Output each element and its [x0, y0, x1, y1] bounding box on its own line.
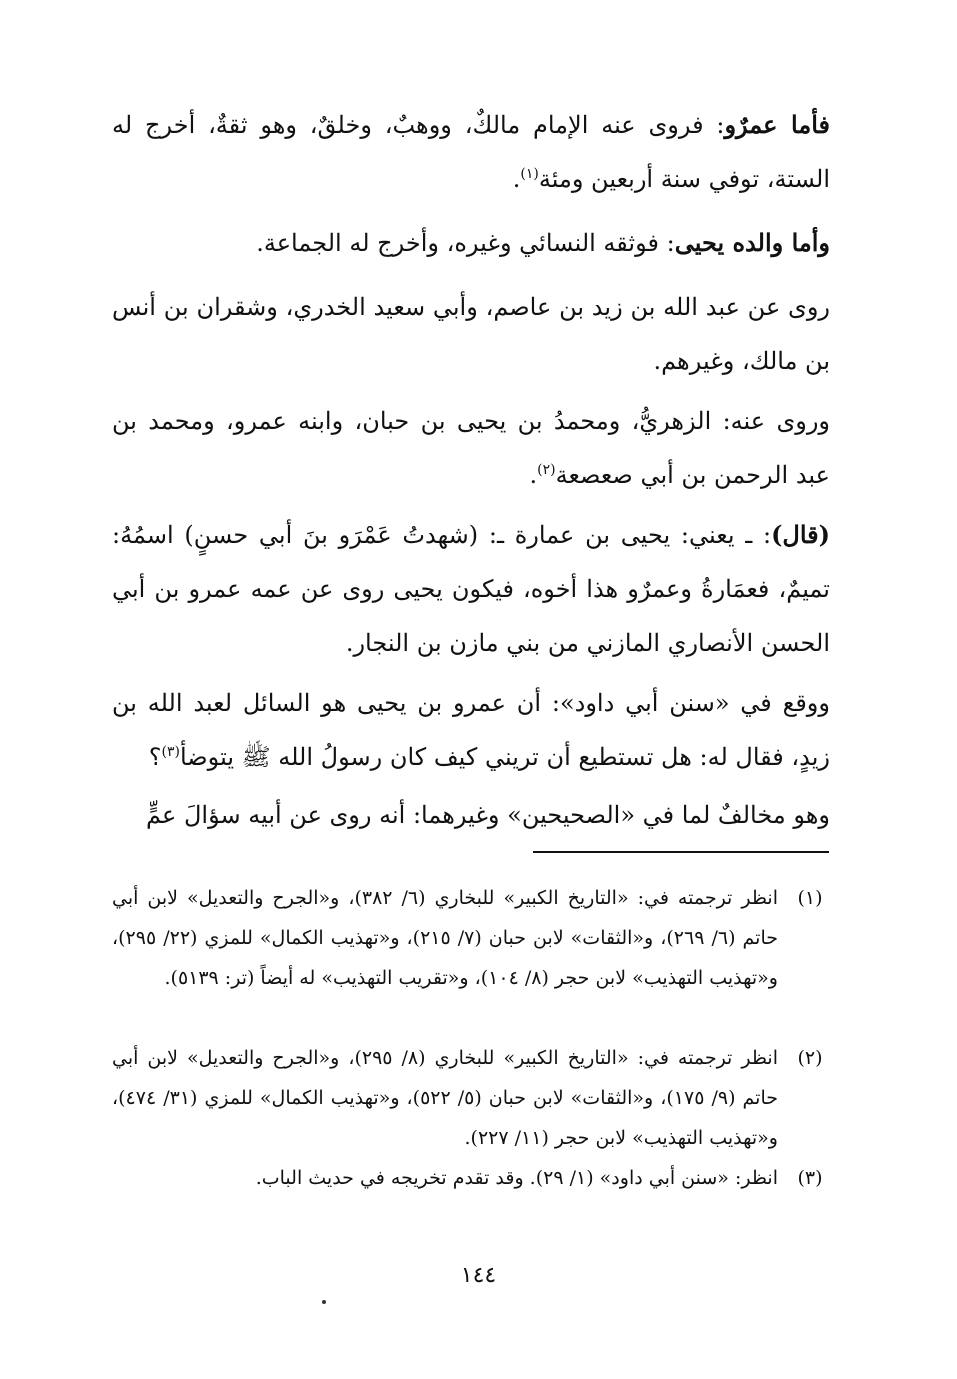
page-number: ١٤٤ [460, 1263, 497, 1288]
paragraph-narrated-from [112, 280, 830, 388]
footnote-ref-1[interactable]: (١) [520, 166, 539, 182]
paragraph-lead: (قال) [771, 520, 830, 549]
paragraph-tail: ؟ [148, 743, 162, 771]
footnote-text: انظر ترجمته في: «التاريخ الكبير» للبخاري (٦/ ٣٨٢)، و«الجرح والتعديل» لابن أبي حاتم (٦/ ٢٦٩)، و«الثقات» لابن حبان (٧/ ٢١٥)، و«تهذيب الكمال» للمزي (٢٢/ ٢٩٥)، و«تهذيب التهذيب» لابن حجر (٨/ ١٠٤)، و«تقريب التهذيب» له أيضاً (تر: ٥١٣٩). [112, 887, 778, 989]
paragraph-narrated-by [112, 394, 830, 502]
paragraph-text: ووقع في «سنن أبي داود»: أن عمرو بن يحيى هو السائل لعبد الله بن زيدٍ، فقال له: هل تستطيع أن تريني كيف كان رسولُ الله ﷺ يتوضأ [112, 689, 830, 771]
footnote-divider [533, 851, 829, 853]
paragraph-qala [112, 508, 830, 670]
footnote-number: (٢) [797, 1047, 823, 1069]
paragraph-abu-dawud [112, 676, 830, 784]
footnote-1 [112, 878, 830, 998]
footnote-ref-2[interactable]: (٢) [537, 462, 556, 478]
footnote-number: (٣) [797, 1167, 823, 1189]
paragraph-text: وهو مخالفٌ لما في «الصحيحين» وغيرهما: أنه روى عن أبيه سؤالَ عمٍّ [146, 801, 830, 829]
paragraph-text: وروى عنه: الزهريُّ، ومحمدُ بن يحيى بن حبان، وابنه عمرو، ومحمد بن عبد الرحمن بن أبي صعصعة [112, 407, 830, 489]
paragraph-tail: . [529, 461, 538, 489]
footnote-text: انظر: «سنن أبي داود» (١/ ٢٩). وقد تقدم تخريجه في حديث الباب. [255, 1167, 778, 1189]
scan-speck [322, 1300, 326, 1304]
footnote-2 [112, 1038, 830, 1158]
footnote-3 [112, 1158, 830, 1198]
paragraph-text: : ـ يعني: يحيى بن عمارة ـ: (شهدتُ عَمْرَو بنَ أبي حسنٍ) اسمُهُ: تميمٌ، فعمَارةُ وعمرٌو هذا أخوه، فيكون يحيى روى عن عمه عمرو بن أبي الحسن الأنصاري المازني من بني مازن بن النجار. [112, 521, 830, 657]
paragraph-yahya [112, 216, 830, 270]
footnote-number: (١) [797, 887, 823, 909]
paragraph-text: : فروى عنه الإمام مالكٌ، ووهبٌ، وخلقٌ، وهو ثقةٌ، أخرج له الستة، توفي سنة أربعين ومئة [112, 111, 830, 193]
paragraph-tail: . [512, 165, 521, 193]
paragraph-text: روى عن عبد الله بن زيد بن عاصم، وأبي سعيد الخدري، وشقران بن أنس بن مالك، وغيرهم. [112, 293, 831, 375]
paragraph-lead: فأما عمرٌو [724, 110, 830, 139]
paragraph-lead: وأما والده يحيى [674, 228, 830, 257]
footnote-ref-3[interactable]: (٣) [161, 744, 180, 760]
paragraph-sahihayn [112, 788, 830, 842]
paragraph-text: : فوثقه النسائي وغيره، وأخرج له الجماعة. [256, 229, 675, 257]
paragraph-amr [112, 98, 830, 206]
footnote-text: انظر ترجمته في: «التاريخ الكبير» للبخاري (٨/ ٢٩٥)، و«الجرح والتعديل» لابن أبي حاتم (٩/ ١٧٥)، و«الثقات» لابن حبان (٥/ ٥٢٢)، و«تهذيب الكمال» للمزي (٣١/ ٤٧٤)، و«تهذيب التهذيب» لابن حجر (١١/ ٢٢٧). [112, 1047, 778, 1149]
